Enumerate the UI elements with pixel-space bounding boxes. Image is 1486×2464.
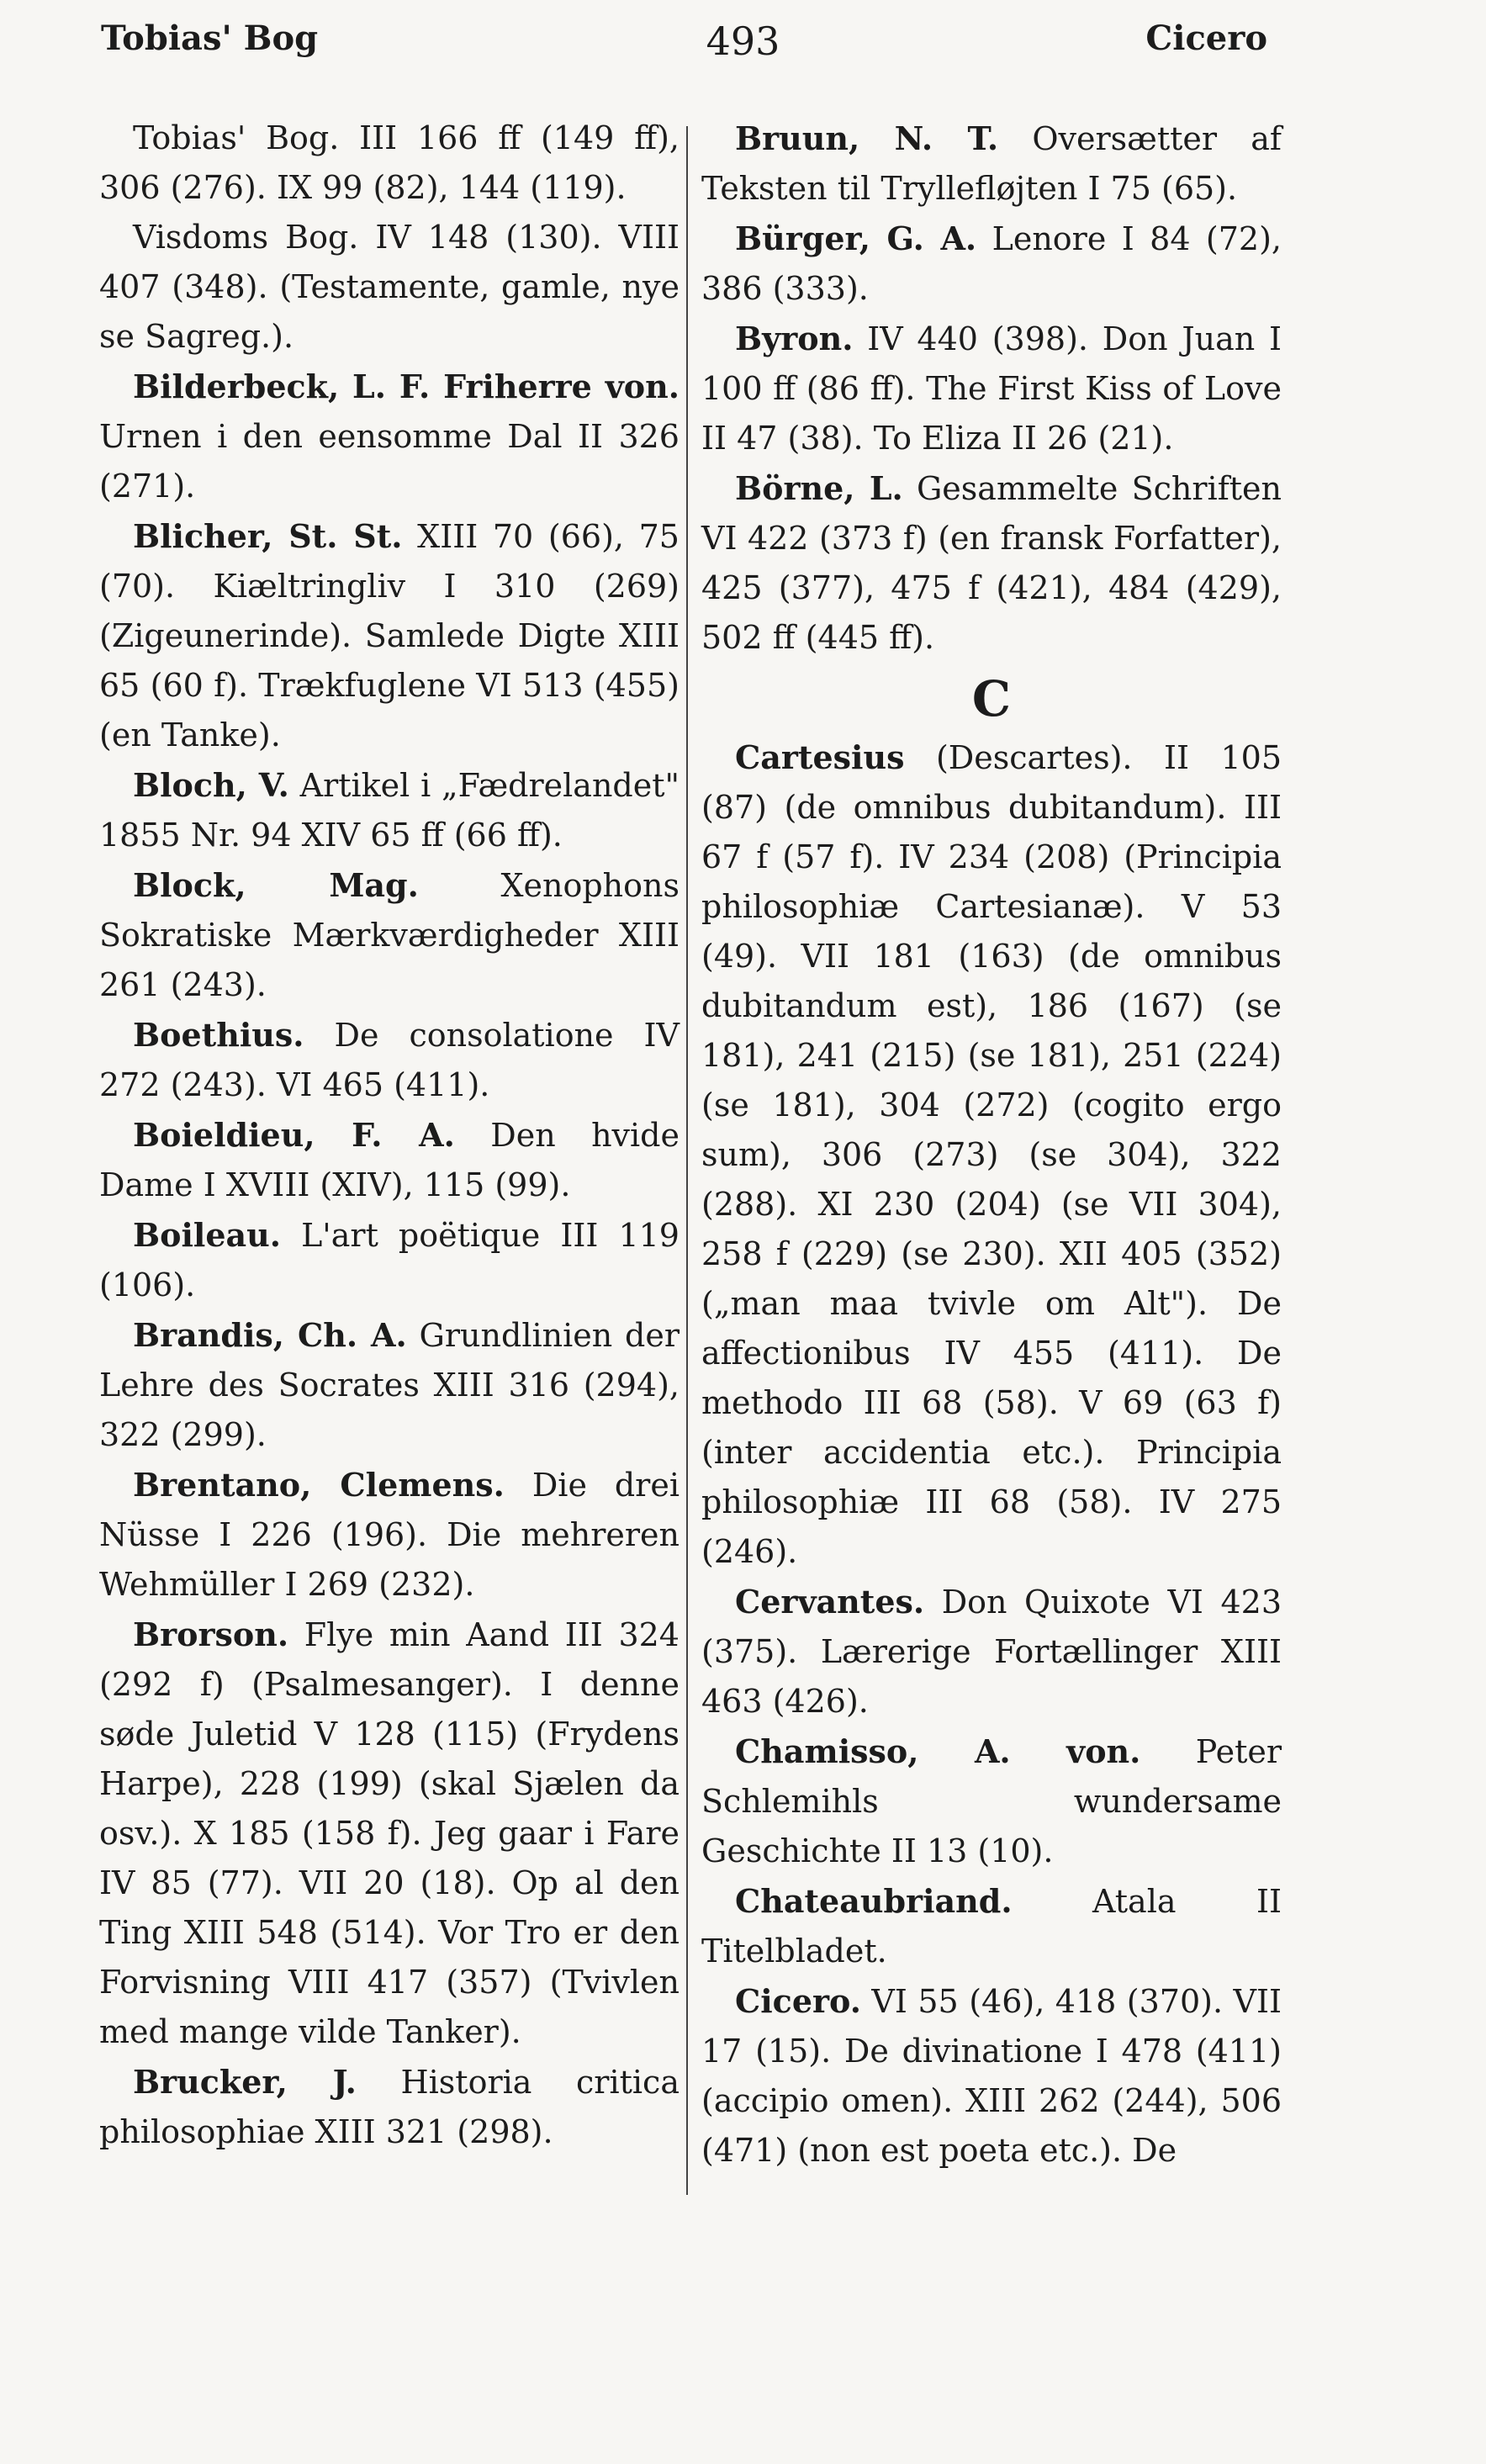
entry-text: VI 55 (46), 418 (370). VII 17 (15). De divinatione I 478 (411) (accipio omen). XIII 262 (244), 506 (471) (non est poeta etc.). De <box>701 1983 1282 2169</box>
index-entry <box>99 114 680 213</box>
index-entry <box>701 1976 1282 2176</box>
index-entry <box>99 2057 680 2157</box>
section-letter: C <box>971 670 1012 727</box>
entry-heading: Börne, L. <box>735 469 903 507</box>
entry-heading: Brucker, J. <box>133 2063 357 2101</box>
entry-heading: Cervantes. <box>735 1583 925 1621</box>
entry-heading: Boethius. <box>133 1016 304 1054</box>
entry-text: Grundlinien der Lehre des Socrates XIII 316 (294), 322 (299). <box>99 1317 680 1453</box>
index-entry <box>99 860 680 1010</box>
entry-heading: Block, Mag. <box>133 866 419 904</box>
entry-heading: Byron. <box>735 320 854 357</box>
entry-heading: Boieldieu, F. A. <box>133 1116 455 1154</box>
entry-heading: Chamisso, A. von. <box>735 1732 1141 1770</box>
index-entry <box>99 1010 680 1110</box>
entry-heading: Cartesius <box>735 738 905 776</box>
index-entry <box>701 1577 1282 1726</box>
index-entry <box>701 463 1282 663</box>
entry-text: Flye min Aand III 324 (292 f) (Psalmesanger). I denne søde Juletid V 128 (115) (Frydens Harpe), 228 (199) (skal Sjælen da osv.). X 185 (158 f). Jeg gaar i Fare IV 85 (77). VII 20 (18). Op al den Ting XIII 548 (514). Vor Tro er den Forvisning VIII 417 (357) (Tvivlen med mange vilde Tanker). <box>99 1616 680 2050</box>
entry-text: XIII 70 (66), 75 (70). Kiæltringliv I 310 (269) (Zigeunerinde). Samlede Digte XIII 65 (60 f). Trækfuglene VI 513 (455) (en Tanke). <box>99 518 680 753</box>
entry-heading: Bruun, N. T. <box>735 119 999 157</box>
index-entry <box>99 511 680 760</box>
right-column-c-entries <box>701 732 1282 2176</box>
entry-text: Xenophons Sokratiske Mærkværdigheder XIII 261 (243). <box>99 867 680 1003</box>
index-entry <box>99 362 680 511</box>
index-entry <box>701 314 1282 463</box>
right-column <box>701 114 1282 2176</box>
entry-text: Historia critica philosophiae XIII 321 (298). <box>99 2064 680 2150</box>
entry-heading: Bürger, G. A. <box>735 219 977 257</box>
entry-text: Artikel i „Fædrelandet" 1855 Nr. 94 XIV 65 ff (66 ff). <box>99 767 680 854</box>
running-head <box>0 19 1486 69</box>
index-entry <box>701 114 1282 214</box>
entry-text: Lenore I 84 (72), 386 (333). <box>701 220 1282 307</box>
entry-heading: Cicero. <box>735 1982 861 2020</box>
entry-heading: Boileau. <box>133 1216 281 1254</box>
entry-heading: Brandis, Ch. A. <box>133 1316 407 1354</box>
entry-text: Don Quixote VI 423 (375). Lærerige Fortællinger XIII 463 (426). <box>701 1584 1282 1720</box>
entry-text: De consolatione IV 272 (243). VI 465 (411). <box>99 1017 680 1103</box>
running-head-right: Cicero <box>1145 19 1267 58</box>
entry-heading: Bilderbeck, L. F. Friherre von. <box>133 367 680 405</box>
entry-heading: Chateaubriand. <box>735 1882 1013 1920</box>
entry-heading: Bloch, V. <box>133 766 289 804</box>
entry-heading: Brorson. <box>133 1615 289 1653</box>
right-column-b-entries <box>701 114 1282 663</box>
entry-text: Den hvide Dame I XVIII (XIV), 115 (99). <box>99 1117 680 1203</box>
index-entry <box>99 760 680 860</box>
entry-text: Urnen i den eensomme Dal II 326 (271). <box>99 418 680 505</box>
index-entry <box>99 1210 680 1310</box>
column-divider <box>686 126 688 2195</box>
entry-text: L'art poëtique III 119 (106). <box>99 1217 680 1303</box>
entry-text: IV 440 (398). Don Juan I 100 ff (86 ff). The First Kiss of Love II 47 (38). To Eliza II 26 (21). <box>701 320 1282 457</box>
index-entry <box>99 1310 680 1460</box>
index-entry <box>701 214 1282 314</box>
index-entry <box>99 1110 680 1210</box>
entry-text: Gesammelte Schriften VI 422 (373 f) (en fransk Forfatter), 425 (377), 475 f (421), 484 (429), 502 ff (445 ff). <box>701 470 1282 656</box>
entry-text: Oversætter af Teksten til Tryllefløjten I 75 (65). <box>701 120 1282 207</box>
index-entry <box>99 1610 680 2057</box>
index-entry <box>99 213 680 362</box>
index-entry <box>701 1726 1282 1876</box>
index-entry <box>701 732 1282 1577</box>
index-entry <box>701 1876 1282 1976</box>
page-number: 493 <box>706 19 780 64</box>
entry-text: Tobias' Bog. III 166 ff (149 ff), 306 (276). IX 99 (82), 144 (119). <box>99 119 680 206</box>
entry-text: (Descartes). II 105 (87) (de omnibus dubitandum). III 67 f (57 f). IV 234 (208) (Principia philosophiæ Cartesianæ). V 53 (49). VII 181 (163) (de omnibus dubitandum est), 186 (167) (se 181), 241 (215) (se 181), 251 (224) (se 181), 304 (272) (cogito ergo sum), 306 (273) (se 304), 322 (288). XI 230 (204) (se VII 304), 258 f (229) (se 230). XII 405 (352) („man maa tvivle om Alt"). De affectionibus IV 455 (411). De methodo III 68 (58). V 69 (63 f) (inter accidentia etc.). Principia philosophiæ III 68 (58). IV 275 (246). <box>701 739 1282 1570</box>
entry-text: Visdoms Bog. IV 148 (130). VIII 407 (348). (Testamente, gamle, nye se Sagreg.). <box>99 219 680 355</box>
left-column <box>99 114 680 2157</box>
entry-heading: Blicher, St. St. <box>133 517 403 555</box>
entry-heading: Brentano, Clemens. <box>133 1466 505 1504</box>
index-entry <box>99 1460 680 1610</box>
entry-text: Peter Schlemihls wundersame Geschichte II 13 (10). <box>701 1733 1282 1869</box>
running-head-left: Tobias' Bog <box>101 19 319 58</box>
entry-text: Atala II Titelbladet. <box>701 1883 1282 1970</box>
entry-text: Die drei Nüsse I 226 (196). Die mehreren Wehmüller I 269 (232). <box>99 1467 680 1603</box>
